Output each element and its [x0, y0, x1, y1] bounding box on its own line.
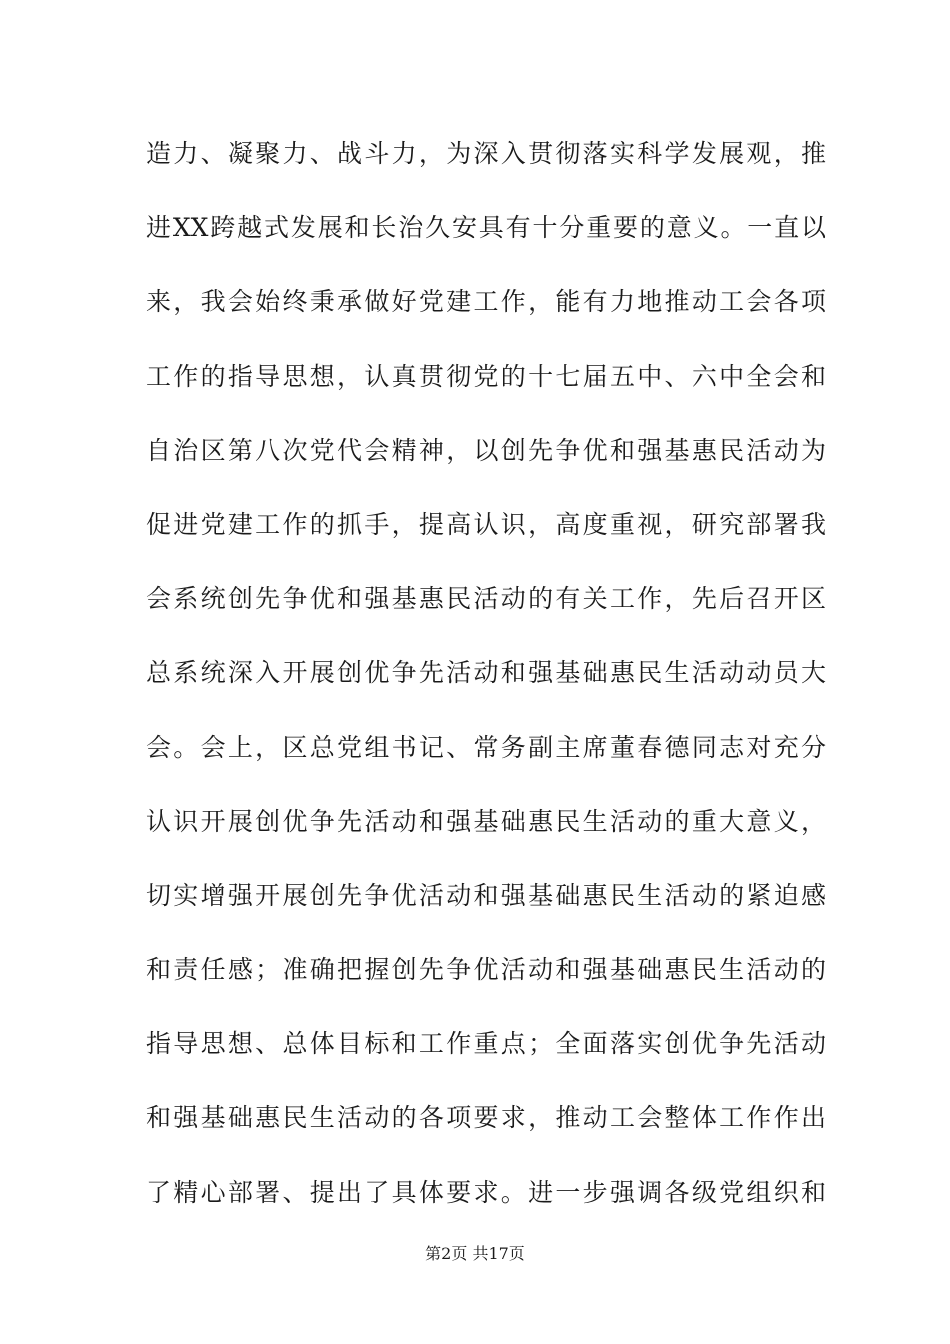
page-number-footer: 第2页 共17页: [425, 1244, 525, 1263]
text-line: 指导思想、总体目标和工作重点；全面落实创优争先活动: [146, 1029, 826, 1059]
text-line: 来，我会始终秉承做好党建工作，能有力地推动工会各项: [146, 287, 826, 317]
text-line: 工作的指导思想，认真贯彻党的十七届五中、六中全会和: [146, 361, 826, 391]
text-line: 造力、凝聚力、战斗力，为深入贯彻落实科学发展观，推: [146, 139, 826, 168]
text-line: 了精心部署、提出了具体要求。进一步强调各级党组织和: [146, 1177, 826, 1207]
text-line: 会系统创先争优和强基惠民活动的有关工作，先后召开区: [146, 584, 826, 614]
text-line: 会。会上，区总党组书记、常务副主席董春德同志对充分: [146, 732, 826, 762]
text-line: 总系统深入开展创优争先活动和强基础惠民生活动动员大: [146, 658, 826, 688]
text-line: 认识开展创优争先活动和强基础惠民生活动的重大意义，: [146, 806, 826, 836]
text-line: 和强基础惠民生活动的各项要求，推动工会整体工作作出: [146, 1103, 826, 1133]
text-line: 切实增强开展创先争优活动和强基础惠民生活动的紧迫感: [146, 880, 826, 910]
text-line: 自治区第八次党代会精神，以创先争优和强基惠民活动为: [146, 435, 826, 465]
text-line: 进XX跨越式发展和长治久安具有十分重要的意义。一直以: [146, 213, 826, 243]
body-text: [146, 132, 826, 1245]
text-line: 促进党建工作的抓手，提高认识，高度重视，研究部署我: [146, 509, 826, 539]
text-line: 和责任感；准确把握创先争优活动和强基础惠民生活动的: [146, 955, 826, 985]
